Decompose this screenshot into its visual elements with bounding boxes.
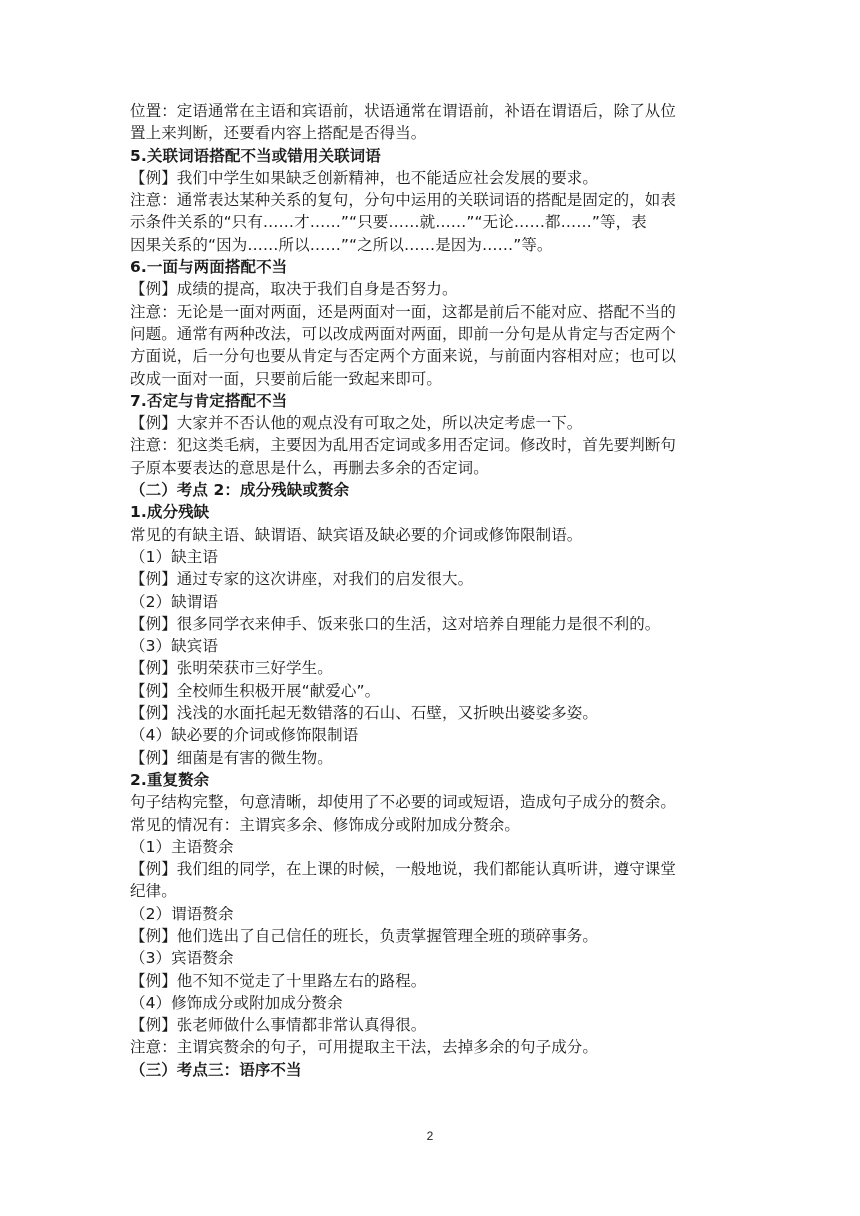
section-heading: （二）考点 2：成分残缺或赘余 [130, 481, 350, 500]
text-line: 【例】张老师做什么事情都非常认真得很。 [130, 1016, 427, 1035]
text-line: 【例】他们选出了自己信任的班长，负责掌握管理全班的琐碎事务。 [130, 926, 599, 945]
text-line: 方面说，后一分句也要从肯定与否定两个方面来说，与前面内容相对应；也可以 [130, 347, 677, 366]
section-heading: 2.重复赘余 [130, 770, 210, 789]
page-number: 2 [426, 1129, 434, 1143]
text-line: 句子结构完整，句意清晰，却使用了不必要的词或短语，造成句子成分的赘余。 [130, 793, 677, 812]
text-line: 注意：无论是一面对两面，还是两面对一面，这都是前后不能对应、搭配不当的 [130, 302, 677, 321]
text-line: 改成一面对一面，只要前后能一致起来即可。 [130, 369, 443, 388]
text-line: 置上来判断，还要看内容上搭配是否得当。 [130, 124, 427, 143]
text-line: 示条件关系的“只有……才……”“只要……就……”“无论……都……”等，表 [130, 213, 647, 232]
text-line: 【例】细菌是有害的微生物。 [130, 748, 333, 767]
text-line: （2）谓语赘余 [130, 904, 234, 923]
text-line: 【例】浅浅的水面托起无数错落的石山、石壁，又折映出婆娑多姿。 [130, 704, 599, 723]
text-line: （2）缺谓语 [130, 592, 218, 611]
text-line: （1）缺主语 [130, 547, 218, 566]
section-heading: 7.否定与肯定搭配不当 [130, 391, 288, 410]
text-line: 问题。通常有两种改法，可以改成两面对两面，即前一分句是从肯定与否定两个 [130, 324, 677, 343]
text-line: （4）修饰成分或附加成分赘余 [130, 993, 343, 1012]
text-line: 常见的有缺主语、缺谓语、缺宾语及缺必要的介词或修饰限制语。 [130, 525, 583, 544]
text-line: 注意：犯这类毛病，主要因为乱用否定词或多用否定词。修改时，首先要判断句 [130, 436, 677, 455]
section-heading: 5.关联词语搭配不当或错用关联词语 [130, 146, 381, 165]
text-line: 子原本要表达的意思是什么，再删去多余的否定词。 [130, 458, 489, 477]
text-line: （3）缺宾语 [130, 637, 218, 656]
text-line: 【例】他不知不觉走了十里路左右的路程。 [130, 971, 427, 990]
section-heading: （三）考点三：语序不当 [130, 1060, 302, 1079]
text-line: 注意：主谓宾赘余的句子，可用提取主干法，去掉多余的句子成分。 [130, 1038, 599, 1057]
text-line: 位置：定语通常在主语和宾语前，状语通常在谓语前，补语在谓语后，除了从位 [130, 102, 677, 120]
text-line: （1）主语赘余 [130, 837, 234, 856]
text-line: 【例】成绩的提高，取决于我们自身是否努力。 [130, 280, 458, 299]
text-line: 因果关系的“因为……所以……”“之所以……是因为……”等。 [130, 235, 553, 254]
section-heading: 1.成分残缺 [130, 503, 210, 522]
section-heading: 6.一面与两面搭配不当 [130, 258, 288, 277]
text-line: （4）缺必要的介词或修饰限制语 [130, 726, 359, 745]
text-line: 注意：通常表达某种关系的复句，分句中运用的关联词语的搭配是固定的，如表 [130, 191, 677, 210]
text-line: 【例】我们中学生如果缺乏创新精神，也不能适应社会发展的要求。 [130, 168, 599, 187]
text-line: （3）宾语赘余 [130, 949, 234, 968]
text-line: 【例】全校师生积极开展“献爱心”。 [130, 681, 381, 700]
text-line: 【例】大家并不否认他的观点没有可取之处，所以决定考虑一下。 [130, 414, 583, 433]
text-line: 常见的情况有：主谓宾多余、修饰成分或附加成分赘余。 [130, 815, 521, 834]
document-body [130, 100, 735, 1081]
text-line: 【例】通过专家的这次讲座，对我们的启发很大。 [130, 570, 474, 589]
text-line: 纪律。 [130, 882, 177, 901]
text-line: 【例】张明荣获市三好学生。 [130, 659, 333, 678]
text-line: 【例】很多同学衣来伸手、饭来张口的生活，这对培养自理能力是很不利的。 [130, 614, 661, 633]
text-line: 【例】我们组的同学，在上课的时候，一般地说，我们都能认真听讲，遵守课堂 [130, 860, 677, 879]
